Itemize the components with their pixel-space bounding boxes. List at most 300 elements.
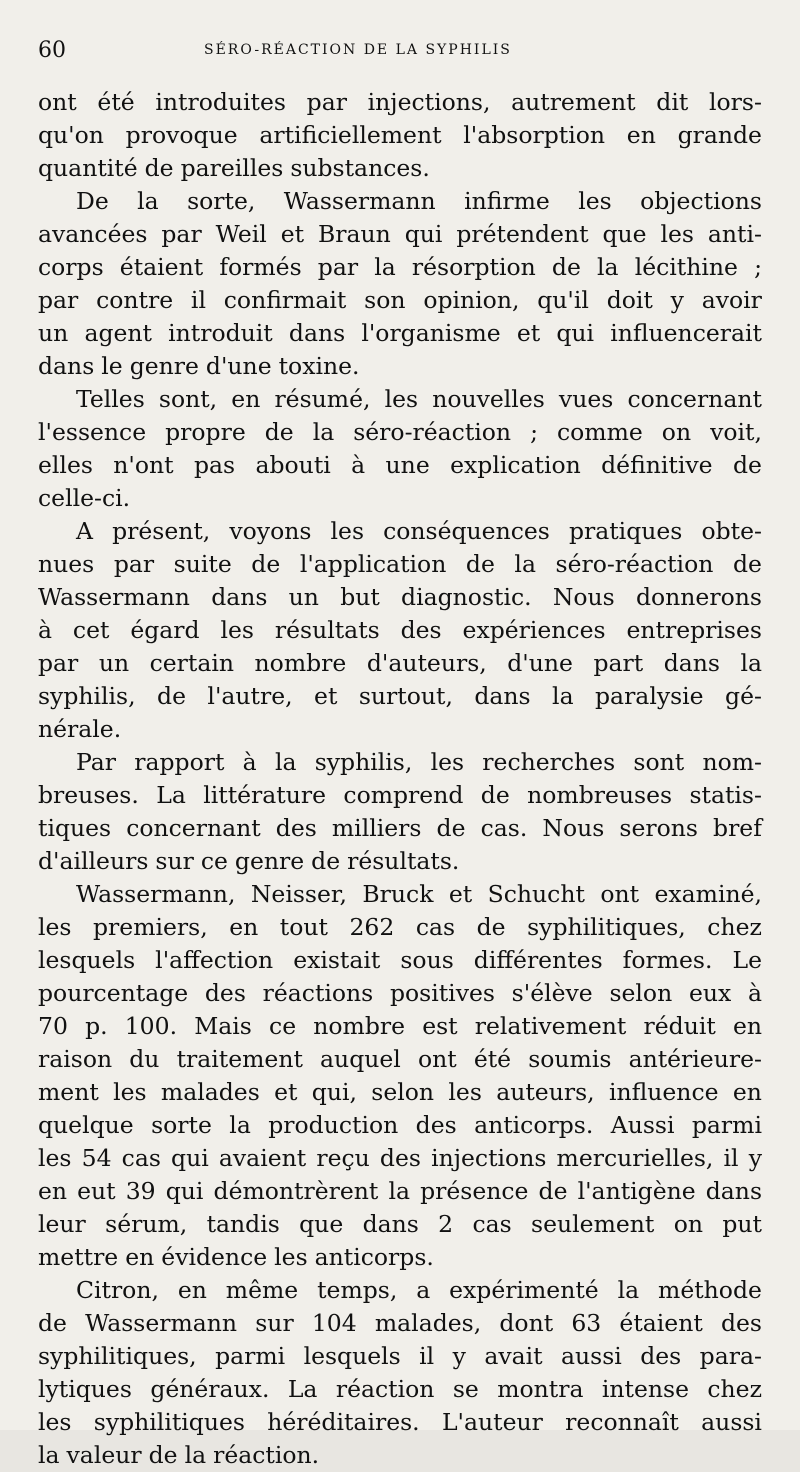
word: existait bbox=[293, 946, 381, 974]
word: raison bbox=[38, 1045, 113, 1073]
word: des bbox=[400, 616, 442, 644]
text-line bbox=[38, 845, 762, 878]
word: sont, bbox=[158, 385, 218, 413]
word: but bbox=[340, 583, 380, 611]
word: cas. bbox=[480, 814, 528, 842]
word: Citron, bbox=[76, 1276, 159, 1304]
word: mettre bbox=[38, 1243, 119, 1271]
word: valeur bbox=[66, 1441, 142, 1469]
word: par bbox=[113, 550, 155, 578]
word: de bbox=[38, 1309, 67, 1337]
word: part bbox=[593, 649, 644, 677]
word: lors- bbox=[709, 88, 762, 116]
word: ont bbox=[38, 88, 77, 116]
word: expérimenté bbox=[449, 1276, 599, 1304]
word: sous bbox=[400, 946, 454, 974]
word: la bbox=[388, 1177, 410, 1205]
text-line bbox=[38, 1406, 762, 1439]
word: parmi bbox=[215, 1342, 286, 1370]
word: comme bbox=[557, 418, 643, 446]
word: est bbox=[422, 1012, 458, 1040]
word: de bbox=[148, 1441, 178, 1469]
word: la bbox=[274, 748, 297, 776]
word: corps bbox=[38, 253, 104, 281]
text-line bbox=[38, 1076, 762, 1109]
word: De bbox=[76, 187, 109, 215]
word: dit bbox=[656, 88, 689, 116]
word: Wassermann bbox=[283, 187, 436, 215]
page-header bbox=[38, 38, 760, 68]
text-line bbox=[38, 1307, 762, 1340]
word: il bbox=[190, 286, 206, 314]
word: quelque bbox=[38, 1111, 134, 1139]
word: Wassermann bbox=[85, 1309, 238, 1337]
word: tandis bbox=[206, 1210, 280, 1238]
word: les bbox=[274, 1243, 308, 1271]
word: d'une bbox=[507, 649, 573, 677]
word: rapport bbox=[134, 748, 225, 776]
word: présence bbox=[420, 1177, 529, 1205]
word: syphilitiques, bbox=[38, 1342, 197, 1370]
word: concernant bbox=[627, 385, 762, 413]
word: s'élève bbox=[511, 979, 593, 1007]
word: comprend bbox=[343, 781, 464, 809]
word: 70 bbox=[38, 1012, 68, 1040]
word: et bbox=[314, 682, 338, 710]
word: malades, bbox=[374, 1309, 482, 1337]
word: a bbox=[416, 1276, 431, 1304]
word: en bbox=[38, 1177, 68, 1205]
word: les bbox=[38, 913, 72, 941]
word: qui bbox=[404, 220, 443, 248]
word: que bbox=[602, 220, 647, 248]
word: nombre bbox=[254, 649, 347, 677]
word: avait bbox=[484, 1342, 543, 1370]
text-line bbox=[38, 1010, 762, 1043]
word: influencerait bbox=[610, 319, 762, 347]
text-line bbox=[38, 911, 762, 944]
text-line bbox=[38, 779, 762, 812]
word: voit, bbox=[710, 418, 762, 446]
text-line bbox=[38, 680, 762, 713]
word: par bbox=[161, 220, 202, 248]
word: mercurielles, bbox=[556, 1144, 714, 1172]
word: réaction bbox=[335, 1375, 435, 1403]
word: de bbox=[157, 682, 186, 710]
word: les bbox=[448, 1078, 482, 1106]
word: de bbox=[476, 913, 506, 941]
word: chez bbox=[707, 913, 762, 941]
word: introduites bbox=[155, 88, 286, 116]
word: lesquels bbox=[38, 946, 136, 974]
word: Nous bbox=[542, 814, 605, 842]
word: la bbox=[374, 253, 396, 281]
word: en bbox=[177, 1276, 207, 1304]
word: p. bbox=[85, 1012, 108, 1040]
word: relativement bbox=[474, 1012, 627, 1040]
word: des bbox=[720, 1309, 762, 1337]
word: serons bbox=[619, 814, 698, 842]
text-line bbox=[38, 317, 762, 350]
word: voyons bbox=[229, 517, 312, 545]
word: il bbox=[419, 1342, 435, 1370]
word: la bbox=[312, 418, 335, 446]
word: antérieure- bbox=[628, 1045, 762, 1073]
word: la bbox=[38, 1441, 60, 1469]
word: celle-ci. bbox=[38, 484, 131, 512]
word: y bbox=[748, 1144, 762, 1172]
word: de bbox=[732, 451, 762, 479]
word: selon bbox=[609, 979, 673, 1007]
word: Schucht bbox=[487, 880, 585, 908]
word: Par bbox=[76, 748, 117, 776]
word: les bbox=[220, 616, 254, 644]
word: l'absorption bbox=[463, 121, 606, 149]
word: sorte bbox=[151, 1111, 212, 1139]
word: nombreuses bbox=[527, 781, 673, 809]
word: positives bbox=[389, 979, 495, 1007]
word: cas bbox=[121, 1144, 161, 1172]
word: réaction. bbox=[213, 1441, 320, 1469]
word: méthode bbox=[658, 1276, 762, 1304]
word: premiers, bbox=[93, 913, 208, 941]
word: résultats. bbox=[347, 847, 460, 875]
word: résumé, bbox=[274, 385, 371, 413]
word: la bbox=[552, 682, 574, 710]
word: lesquels bbox=[303, 1342, 401, 1370]
text-line bbox=[38, 218, 762, 251]
word: anti- bbox=[707, 220, 762, 248]
word: sérum, bbox=[105, 1210, 188, 1238]
text-line bbox=[38, 152, 762, 185]
text-line bbox=[38, 878, 762, 911]
word: y bbox=[452, 1342, 466, 1370]
word: reçu bbox=[316, 1144, 370, 1172]
word: la bbox=[184, 1441, 207, 1469]
word: substances. bbox=[290, 154, 430, 182]
word: concernant bbox=[126, 814, 261, 842]
word: l'essence bbox=[38, 418, 147, 446]
word: ont bbox=[417, 1045, 457, 1073]
text-line bbox=[38, 284, 762, 317]
word: lécithine bbox=[634, 253, 738, 281]
word: objections bbox=[640, 187, 762, 215]
word: Le bbox=[732, 946, 762, 974]
word: étaient bbox=[119, 253, 204, 281]
word: selon bbox=[371, 1078, 435, 1106]
word: statis- bbox=[689, 781, 762, 809]
word: des bbox=[275, 814, 317, 842]
word: provoque bbox=[125, 121, 238, 149]
word: vues bbox=[558, 385, 614, 413]
word: 262 bbox=[349, 913, 395, 941]
word: l'organisme bbox=[361, 319, 501, 347]
word: un bbox=[38, 319, 69, 347]
word: un bbox=[288, 583, 319, 611]
word: chez bbox=[707, 1375, 762, 1403]
word: sorte, bbox=[187, 187, 256, 215]
word: temps, bbox=[317, 1276, 398, 1304]
word: étaient bbox=[619, 1309, 703, 1337]
word: 100. bbox=[124, 1012, 178, 1040]
word: héréditaires. bbox=[267, 1408, 420, 1436]
word: l'affection bbox=[155, 946, 274, 974]
word: surtout, bbox=[358, 682, 453, 710]
word: opinion, bbox=[423, 286, 520, 314]
word: pas bbox=[193, 451, 236, 479]
word: formés bbox=[219, 253, 302, 281]
word: aussi bbox=[701, 1408, 762, 1436]
text-line bbox=[38, 119, 762, 152]
text-line bbox=[38, 1109, 762, 1142]
word: nues bbox=[38, 550, 95, 578]
text-line bbox=[38, 548, 762, 581]
word: en bbox=[231, 385, 261, 413]
word: l'application bbox=[299, 550, 447, 578]
word: dans bbox=[474, 682, 531, 710]
word: et bbox=[274, 1078, 298, 1106]
word: réduit bbox=[643, 1012, 716, 1040]
word: suite bbox=[173, 550, 232, 578]
word: aussi bbox=[561, 1342, 622, 1370]
word: influence bbox=[608, 1078, 719, 1106]
word: de bbox=[251, 550, 281, 578]
word: la bbox=[597, 253, 619, 281]
word: avaient bbox=[218, 1144, 307, 1172]
word: La bbox=[156, 781, 186, 809]
word: les bbox=[384, 385, 419, 413]
word: explication bbox=[450, 451, 581, 479]
word: infirme bbox=[464, 187, 550, 215]
word: séro-réaction bbox=[353, 418, 512, 446]
word: expériences bbox=[462, 616, 606, 644]
word: La bbox=[287, 1375, 318, 1403]
text-line bbox=[38, 86, 762, 119]
word: évidence bbox=[161, 1243, 268, 1271]
word: abouti bbox=[255, 451, 331, 479]
word: généraux. bbox=[150, 1375, 270, 1403]
word: en bbox=[626, 121, 656, 149]
word: présent, bbox=[112, 517, 211, 545]
word: de bbox=[465, 550, 495, 578]
word: les bbox=[660, 220, 694, 248]
word: résultats bbox=[274, 616, 380, 644]
word: résorption bbox=[411, 253, 536, 281]
word: qui bbox=[165, 1177, 204, 1205]
word: injections, bbox=[367, 88, 491, 116]
text-line bbox=[38, 1274, 762, 1307]
word: on bbox=[661, 418, 692, 446]
word: même bbox=[225, 1276, 299, 1304]
word: les bbox=[38, 1144, 72, 1172]
word: qu'il bbox=[537, 286, 589, 314]
text-line bbox=[38, 1208, 762, 1241]
text-line bbox=[38, 449, 762, 482]
word: dans bbox=[288, 319, 346, 347]
word: cas bbox=[415, 913, 456, 941]
word: pourcentage bbox=[38, 979, 189, 1007]
word: du bbox=[129, 1045, 160, 1073]
word: les bbox=[578, 187, 612, 215]
word: tout bbox=[279, 913, 328, 941]
word: diagnostic. bbox=[401, 583, 532, 611]
word: intense bbox=[601, 1375, 689, 1403]
word: la bbox=[617, 1276, 640, 1304]
word: en bbox=[732, 1078, 762, 1106]
word: il bbox=[723, 1144, 739, 1172]
word: Braun bbox=[318, 220, 391, 248]
word: auquel bbox=[320, 1045, 401, 1073]
word: formes. bbox=[622, 946, 713, 974]
word: nérale. bbox=[38, 715, 122, 743]
word: une bbox=[385, 451, 430, 479]
word: d'une bbox=[205, 352, 272, 380]
word: agent bbox=[84, 319, 152, 347]
word: de bbox=[480, 781, 510, 809]
word: la bbox=[740, 649, 762, 677]
word: doit bbox=[606, 286, 653, 314]
word: qu'on bbox=[38, 121, 104, 149]
word: et bbox=[448, 880, 473, 908]
text-line bbox=[38, 350, 762, 383]
word: des bbox=[379, 1144, 421, 1172]
word: 2 bbox=[438, 1210, 454, 1238]
word: en bbox=[732, 1012, 762, 1040]
word: n'ont bbox=[113, 451, 174, 479]
word: production bbox=[268, 1111, 399, 1139]
word: syphilitiques, bbox=[527, 913, 686, 941]
word: put bbox=[722, 1210, 762, 1238]
word: Aussi bbox=[610, 1111, 675, 1139]
text-line bbox=[38, 185, 762, 218]
word: obte- bbox=[701, 517, 762, 545]
word: un bbox=[98, 649, 130, 677]
text-line bbox=[38, 812, 762, 845]
text-line bbox=[38, 1043, 762, 1076]
word: qui, bbox=[311, 1078, 357, 1106]
word: 54 bbox=[81, 1144, 112, 1172]
word: les bbox=[113, 1078, 147, 1106]
word: grande bbox=[677, 121, 762, 149]
text-line bbox=[38, 944, 762, 977]
text-line bbox=[38, 416, 762, 449]
word: à bbox=[351, 451, 366, 479]
word: Wassermann, bbox=[76, 880, 236, 908]
word: traitement bbox=[176, 1045, 303, 1073]
word: soumis bbox=[528, 1045, 612, 1073]
word: on bbox=[673, 1210, 703, 1238]
word: eux bbox=[688, 979, 732, 1007]
word: dans bbox=[663, 649, 720, 677]
word: de bbox=[264, 418, 294, 446]
text-line bbox=[38, 1241, 762, 1274]
word: parmi bbox=[691, 1111, 762, 1139]
word: anticorps. bbox=[314, 1243, 434, 1271]
word: y bbox=[670, 286, 684, 314]
word: en bbox=[229, 913, 259, 941]
word: de bbox=[732, 550, 762, 578]
word: par bbox=[38, 286, 79, 314]
word: sur bbox=[255, 1309, 294, 1337]
text-line bbox=[38, 1340, 762, 1373]
text-line bbox=[38, 515, 762, 548]
word: été bbox=[97, 88, 135, 116]
word: 63 bbox=[571, 1309, 602, 1337]
word: cas bbox=[472, 1210, 512, 1238]
word: dans bbox=[211, 583, 268, 611]
word: à bbox=[38, 616, 53, 644]
word: par bbox=[306, 88, 347, 116]
word: avoir bbox=[701, 286, 762, 314]
text-line bbox=[38, 977, 762, 1010]
word: paralysie bbox=[595, 682, 704, 710]
word: Neisser, bbox=[250, 880, 347, 908]
word: littérature bbox=[203, 781, 327, 809]
word: ; bbox=[530, 418, 538, 446]
word: des bbox=[640, 1342, 682, 1370]
word: introduit bbox=[168, 319, 273, 347]
word: été bbox=[473, 1045, 512, 1073]
word: les bbox=[430, 748, 465, 776]
word: et bbox=[516, 319, 541, 347]
word: Weil bbox=[215, 220, 267, 248]
word: de bbox=[538, 1177, 568, 1205]
word: dans bbox=[38, 352, 95, 380]
word: ment bbox=[38, 1078, 99, 1106]
word: de bbox=[311, 847, 341, 875]
word: propre bbox=[165, 418, 246, 446]
word: et bbox=[280, 220, 305, 248]
text-line bbox=[38, 713, 762, 746]
word: sur bbox=[155, 847, 194, 875]
word: avancées bbox=[38, 220, 148, 248]
word: entreprises bbox=[626, 616, 762, 644]
word: les bbox=[38, 1408, 72, 1436]
word: auteurs, bbox=[496, 1078, 595, 1106]
word: le bbox=[101, 352, 123, 380]
word: recherches bbox=[482, 748, 616, 776]
word: contre bbox=[96, 286, 174, 314]
text-line bbox=[38, 1175, 762, 1208]
word: para- bbox=[699, 1342, 762, 1370]
word: des bbox=[204, 979, 246, 1007]
word: anticorps. bbox=[474, 1111, 594, 1139]
word: l'autre, bbox=[207, 682, 293, 710]
word: syphilis, bbox=[38, 682, 136, 710]
word: se bbox=[452, 1375, 479, 1403]
word: ce bbox=[200, 847, 228, 875]
word: démontrèrent bbox=[213, 1177, 379, 1205]
word: par bbox=[317, 253, 359, 281]
page-number: 60 bbox=[38, 38, 66, 63]
word: Telles bbox=[76, 385, 145, 413]
word: genre bbox=[234, 847, 305, 875]
word: syphilis, bbox=[314, 748, 413, 776]
word: 39 bbox=[125, 1177, 156, 1205]
word: Nous bbox=[552, 583, 615, 611]
word: nouvelles bbox=[432, 385, 545, 413]
word: elles bbox=[38, 451, 93, 479]
word: artificiellement bbox=[259, 121, 442, 149]
word: L'auteur bbox=[441, 1408, 543, 1436]
word: syphilitiques bbox=[93, 1408, 245, 1436]
word: A bbox=[76, 517, 93, 545]
word: ont bbox=[600, 880, 640, 908]
word: dans bbox=[362, 1210, 419, 1238]
word: par bbox=[38, 649, 79, 677]
text-line bbox=[38, 1142, 762, 1175]
word: séro-réaction bbox=[555, 550, 714, 578]
